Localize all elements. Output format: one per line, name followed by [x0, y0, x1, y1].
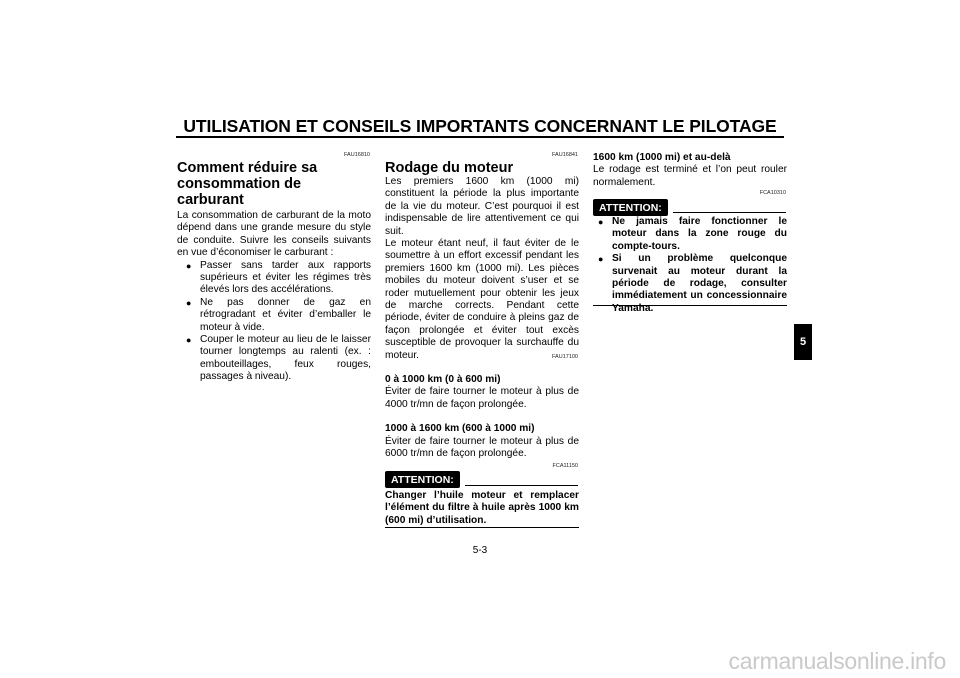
section-code: FAU17100	[552, 354, 578, 360]
list-item: ● Ne jamais faire fonctionner le moteur dans la zone rouge du compte-tours.	[597, 216, 787, 253]
paragraph: Éviter de faire tourner le moteur à plus de 6000 tr/mn de façon prolongée.	[385, 435, 579, 460]
attention-label	[593, 198, 668, 216]
attention-label	[385, 470, 460, 488]
attention-rule	[465, 485, 578, 486]
subsection-title: 1600 km (1000 mi) et au-delà	[593, 152, 731, 163]
attention-end-rule	[385, 527, 579, 528]
subsection-title: 0 à 1000 km (0 à 600 mi)	[385, 374, 501, 385]
attention-rule	[673, 212, 786, 213]
header-rule	[176, 136, 784, 138]
list-item: ● Si un problème quelconque survenait au moteur durant la période de rodage, consulter immédiatement un concessionnaire Yamaha.	[597, 253, 787, 315]
section-code: FAU16810	[344, 152, 370, 158]
paragraph: Les premiers 1600 km (1000 mi) constituent la période la plus importante de la vie du moteur. C’est pourquoi il est indispensable de lire attentivement ce qui suit.	[385, 176, 579, 237]
middle-column	[385, 160, 579, 362]
paragraph: Éviter de faire tourner le moteur à plus de 4000 tr/mn de façon prolongée.	[385, 386, 579, 410]
paragraph: Le rodage est terminé et l’on peut rouler normalement.	[593, 164, 787, 188]
attention-badge: ATTENTION:	[593, 199, 668, 216]
section-title-cont: consommation de carburant	[177, 176, 302, 208]
section-title: Comment réduire sa	[177, 160, 318, 176]
section-title: Rodage du moteur	[385, 160, 514, 176]
page-number: 5-3	[472, 545, 488, 556]
list-item: ● Couper le moteur au lieu de le laisser tourner longtemps au ralenti (ex. : embouteillages, feux rouges, passages à niveau).	[185, 334, 371, 384]
section-intro: La consommation de carburant de la moto dépend dans une grande mesure du style de conduite. Suivre les conseils suivants en vue d’économiser le carburant :	[177, 210, 371, 259]
attention-list	[593, 216, 787, 315]
attention-text: Changer l’huile moteur et remplacer l’élément du filtre à huile après 1000 km (600 mi) d’utilisation.	[385, 490, 579, 526]
attention-end-rule	[593, 305, 787, 306]
list-item: ● Passer sans tarder aux rapports supérieurs et éviter les régimes très élevés lors des accélérations.	[185, 260, 371, 297]
watermark: carmanualsonline.info	[728, 648, 946, 674]
page-header: UTILISATION ET CONSEILS IMPORTANTS CONCERNANT LE PILOTAGE	[183, 116, 777, 136]
attention-badge: ATTENTION:	[385, 471, 460, 488]
left-column	[177, 160, 371, 384]
section-code: FCA10310	[759, 190, 786, 196]
subsection-title: 1000 à 1600 km (600 à 1000 mi)	[385, 423, 535, 435]
list-item: ● Ne pas donner de gaz en rétrogradant et éviter d’emballer le moteur à vide.	[185, 297, 371, 334]
chapter-tab: 5	[794, 324, 812, 360]
paragraph: Le moteur étant neuf, il faut éviter de le soumettre à un effort excessif pendant les premiers 1600 km (1000 mi). Les pièces mobiles du moteur doivent s’user et se roder mutuellement pour obtenir les jeux de marche corrects. Pendant cette période, éviter de conduire à pleins gaz de façon prolongée et éviter tout excès susceptible de provoquer la surchauffe du moteur.	[385, 238, 579, 361]
right-column	[593, 152, 787, 189]
section-code: FCA11150	[552, 463, 578, 469]
section-code: FAU16841	[552, 152, 578, 158]
breakin-steps	[385, 374, 579, 460]
